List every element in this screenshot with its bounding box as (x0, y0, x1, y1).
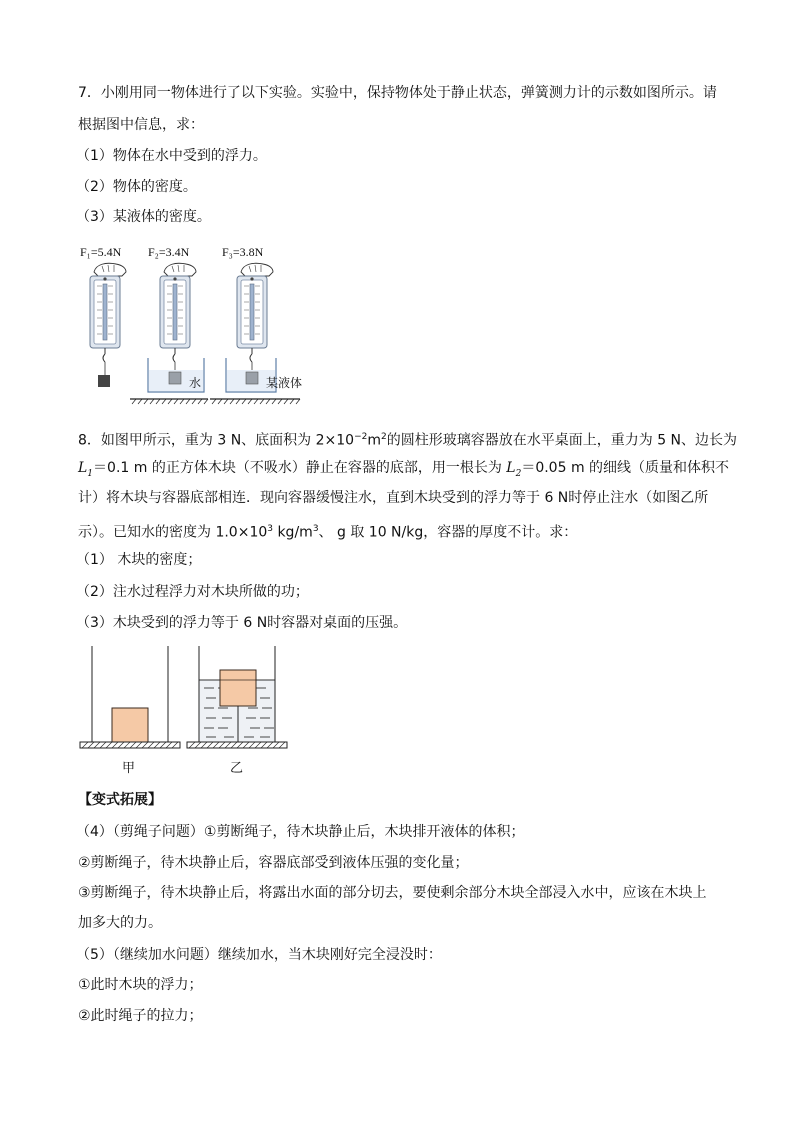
extension-heading: 【变式拓展】 (78, 792, 162, 808)
q8-sub-3: （3）木块受到的浮力等于 6 N时容器对桌面的压强。 (76, 615, 408, 631)
spring-scale-3 (210, 263, 302, 404)
ext-q4-line-1: （4）（剪绳子问题）①剪断绳子，待木块静止后，木块排开液体的体积； (76, 824, 525, 840)
water-label: 水 (189, 376, 202, 390)
q8-line-4-part-c: 、 g 取 10 N/kg，容器的厚度不计。求： (318, 524, 578, 541)
q8-l2-subscript: 2 (515, 468, 522, 479)
ext-q5-line-2: ①此时木块的浮力； (78, 977, 203, 993)
wood-block-jia (112, 708, 148, 742)
q7-sub-3: （3）某液体的密度。 (76, 209, 211, 225)
q8-sub-1: （1） 木块的密度； (76, 552, 202, 568)
q8-l1-subscript: 1 (87, 468, 94, 479)
f3-label: F₃=3.8N (222, 245, 264, 259)
object-in-water (169, 372, 181, 384)
f2-label: F₂=3.4N (148, 245, 190, 259)
q8-line-2-part-d: ＝0.05 m 的细线（质量和体积不 (521, 460, 730, 476)
q8-line-2-part-b: ＝0.1 m 的正方体木块（不吸水）静止在容器的底部，用一根长为 (93, 460, 507, 476)
container-jia (80, 646, 180, 776)
q7-sub-2: （2）物体的密度。 (76, 179, 197, 195)
wood-block-yi (220, 670, 256, 706)
ext-q5-line-3: ②此时绳子的拉力； (78, 1008, 203, 1024)
q7-line-1: 7．小刚用同一物体进行了以下实验。实验中，保持物体处于静止状态，弹簧测力计的示数如图所示。请 (78, 85, 717, 101)
q8-line-1 (78, 427, 737, 451)
label-yi: 乙 (230, 761, 244, 776)
q8-exponent-1: −2 (354, 432, 368, 442)
liquid-label: 某液体 (266, 376, 303, 390)
q7-sub-1: （1）物体在水中受到的浮力。 (76, 148, 267, 164)
q7-line-2: 根据图中信息，求： (78, 117, 204, 133)
ext-q5-line-1: （5）（继续加水问题）继续加水，当木块刚好完全浸没时： (76, 947, 442, 963)
q8-line-4 (78, 519, 577, 543)
q8-line-4-exponent: 3 (267, 524, 273, 534)
q8-line-4-unit: kg/m (273, 524, 313, 541)
ext-q4-line-4: 加多大的力。 (78, 915, 162, 931)
ext-q4-line-2: ②剪断绳子，待木块静止后，容器底部受到液体压强的变化量； (78, 855, 469, 871)
ext-q4-line-3: ③剪断绳子，待木块静止后，将露出水面的部分切去，要使剩余部分木块全部浸入水中，应该在木块上 (78, 885, 707, 901)
spring-scale-2 (130, 263, 208, 404)
object-in-air (98, 375, 110, 387)
q8-container-figure (78, 642, 294, 778)
q8-line-3: 计）将木块与容器底部相连．现向容器缓慢注水，直到木块受到的浮力等于 6 N时停止注水（如图乙所 (78, 490, 709, 506)
q8-exponent-2: 2 (381, 432, 387, 442)
q8-l1-symbol: L (78, 460, 88, 476)
q8-line-1-part-a: 8．如图甲所示，重为 3 N、底面积为 2×10 (78, 432, 355, 449)
q8-line-4-part-a: 示）。已知水的密度为 1.0×10 (78, 524, 268, 541)
f1-label: F₁=5.4N (80, 245, 122, 259)
label-jia: 甲 (122, 761, 136, 776)
container-yi (187, 646, 287, 776)
q8-sub-2: （2）注水过程浮力对木块所做的功； (76, 584, 309, 600)
spring-scale-1 (90, 263, 126, 387)
object-in-liquid (246, 372, 258, 384)
q8-line-1-unit: m (367, 432, 382, 449)
q8-l2-symbol: L (506, 460, 516, 476)
q8-line-4-exponent-2: 3 (312, 524, 319, 534)
q8-line-2 (78, 458, 729, 484)
q8-line-1-part-c: 的圆柱形玻璃容器放在水平桌面上，重力为 5 N、边长为 (386, 432, 738, 449)
q7-spring-scale-figure (76, 242, 316, 410)
